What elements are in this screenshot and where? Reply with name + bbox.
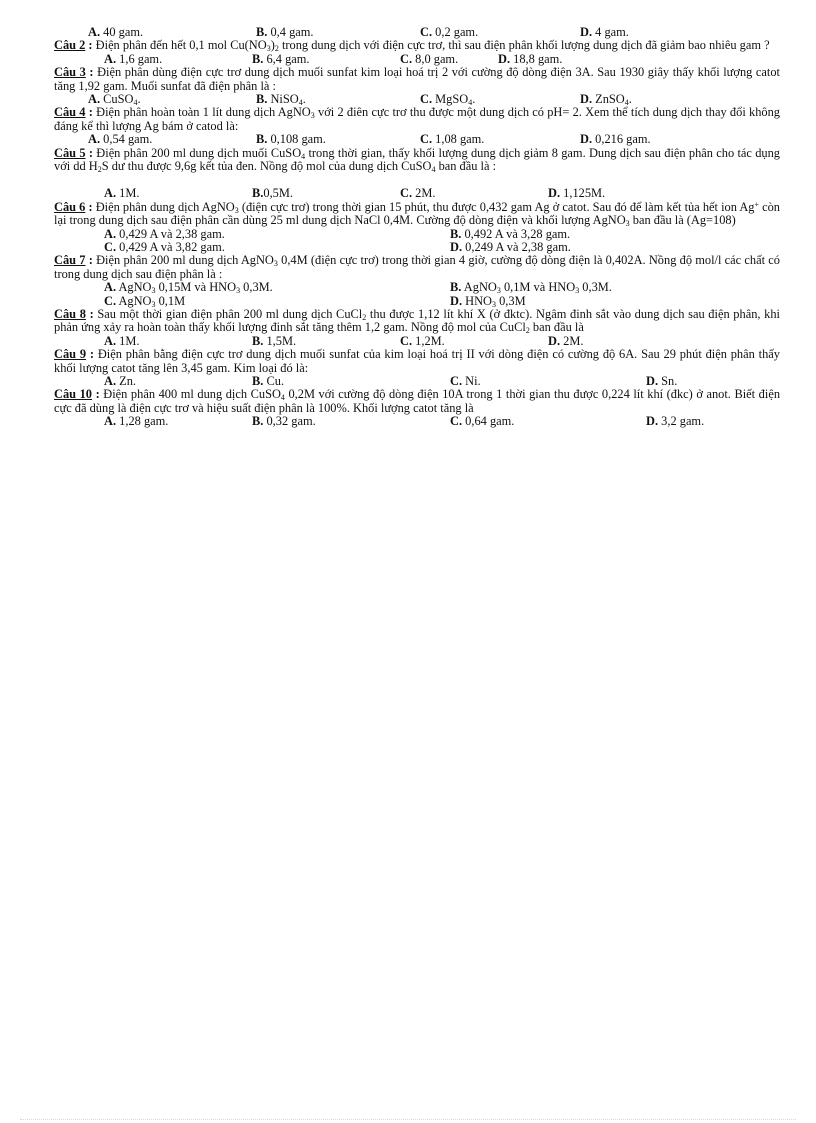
question-6-options-cd — [54, 241, 780, 254]
question-3-stem: Câu 3 : Điện phân dùng điện cực trơ dung dịch muối sunfat kim loại hoá trị 2 với cường độ dòng điện 3A. Sau 1930 giây thấy khối lượng catot tăng 1,92 gam. Muối sunfat đã điện phân là : — [54, 65, 780, 93]
question-2 — [54, 39, 780, 66]
option-b: B. Cu. — [252, 374, 285, 388]
question-6-options-ab — [54, 228, 780, 241]
option-b: B. 0,32 gam. — [252, 414, 316, 429]
question-9 — [54, 348, 780, 388]
question-4-stem: Câu 4 : Điện phân hoàn toàn 1 lít dung dịch AgNO$_3$ với 2 điên cực trơ thu được một dung dịch có pH= 2. Xem thể tích dung dịch thay đổi không đáng kể thì lượng Ag bám ở catod là: — [54, 105, 780, 133]
option-a: A. 1,28 gam. — [104, 414, 169, 429]
question-4-options — [54, 133, 780, 146]
option-d: D. 4 gam. — [580, 25, 629, 39]
option-c: C. 0,429 A và 3,82 gam. — [104, 240, 225, 254]
question-5 — [54, 147, 780, 201]
option-d: D. Sn. — [646, 374, 678, 388]
option-d: D. 3,2 gam. — [646, 414, 705, 429]
option-c: C. 0,64 gam. — [450, 414, 515, 429]
question-2-options — [54, 53, 780, 66]
option-c: C. AgNO$_3$ 0,1M — [104, 293, 186, 309]
question-9-stem: Câu 9 : Điện phân bằng điện cực trơ dung dịch muối sunfat của kim loại hoá trị II với dòng điện có cường độ 6A. Sau 29 phút điện phân thấy khối lượng catot tăng lên 3,45 gam. Kim loại đó là: — [54, 347, 780, 375]
question-9-options — [54, 375, 780, 388]
option-b: B. 6,4 gam. — [252, 51, 310, 66]
option-b: B. AgNO$_3$ 0,1M và $HNO_3$ 0,3M. — [450, 280, 612, 296]
option-b: B. 1,5M. — [252, 333, 297, 348]
question-10-options — [54, 415, 780, 428]
option-c: C. MgSO$_4$. — [420, 92, 476, 107]
question-3-options — [54, 93, 780, 106]
option-d: D. 1,125M. — [548, 186, 606, 201]
option-b: B. NiSO$_4$. — [256, 92, 306, 107]
option-b: B. 0,108 gam. — [256, 132, 326, 147]
option-a: A. 1,6 gam. — [104, 51, 163, 66]
worksheet — [54, 26, 780, 429]
option-d: D. ZnSO$_4$. — [580, 92, 632, 107]
question-10-stem: Câu 10 : Điện phân 400 ml dung dịch CuSO$_4$ 0,2M với cường độ dòng điện 10A trong 1 thời gian thu được 0,224 lít khí (đkc) ở anot. Biết điện cực đã dùng là điện cực trơ và hiệu suất điện phân là 100%. Khối lượng catot tăng là — [54, 387, 781, 415]
option-d: D. 18,8 gam. — [498, 51, 563, 66]
q0-options — [54, 26, 780, 39]
question-6-stem: Câu 6 : Điện phân dung dịch AgNO$_3$ (điện cực trơ) trong thời gian 15 phút, thu được 0,432 gam Ag ở catot. Sau đó để làm kết tủa hết ion Ag+ còn lại trong dung dịch sau điện phân cần dùng 25 ml dung dịch NaCl 0,4M. Cường độ dòng điện và khối lượng AgNO$_3$ ban đầu là (Ag=108) — [54, 199, 780, 229]
question-10 — [54, 388, 780, 428]
question-3 — [54, 66, 780, 106]
option-d: D. 2M. — [548, 333, 584, 348]
option-d: D. 0,249 A và 2,38 gam. — [450, 240, 571, 254]
question-4 — [54, 106, 780, 146]
option-a: A. 0,429 A và 2,38 gam. — [104, 226, 225, 241]
option-a: A. 1M. — [104, 186, 140, 201]
option-a: A. AgNO$_3$ 0,15M và $HNO_3$ 0,3M. — [104, 280, 273, 296]
option-a: A. Zn. — [104, 374, 137, 388]
question-8 — [54, 308, 780, 348]
question-5-stem: Câu 5 : Điện phân 200 ml dung dịch muối CuSO$_4$ trong thời gian, thấy khối lượng dung dịch giảm 8 gam. Dung dịch sau điện phân cho tác dụng với dd $H_2S$ dư thu được 9,6g kết tủa đen. Nồng độ mol của dung dịch CuSO$_4$ ban đầu là : — [54, 145, 781, 174]
option-c: C. 1,2M. — [400, 333, 445, 348]
option-d: D. $HNO_3$ 0,3M — [450, 293, 526, 309]
option-a: A. 0,54 gam. — [88, 132, 153, 147]
question-5-options — [54, 187, 780, 200]
option-a: A. 40 gam. — [88, 25, 144, 39]
option-a: A. 1M. — [104, 333, 140, 348]
option-b: B. 0,4 gam. — [256, 25, 314, 39]
option-b: B.0,5M. — [252, 186, 293, 201]
option-c: C. 0,2 gam. — [420, 25, 479, 39]
option-c: C. 1,08 gam. — [420, 132, 485, 147]
option-c: C. Ni. — [450, 374, 481, 388]
question-7 — [54, 254, 780, 308]
question-7-options-ab — [54, 281, 780, 294]
option-d: D. 0,216 gam. — [580, 132, 651, 147]
option-b: B. 0,492 A và 3,28 gam. — [450, 226, 571, 241]
option-c: C. 2M. — [400, 186, 436, 201]
option-c: C. 8,0 gam. — [400, 51, 459, 66]
question-2-stem: Câu 2 : Điện phân đến hết 0,1 mol $Cu(NO_3)_2$ trong dung dịch với điện cực trơ, thì sau điện phân khối lượng dung dịch đã giảm bao nhiêu gam ? — [54, 38, 770, 54]
option-a: A. CuSO$_4$. — [88, 92, 141, 107]
question-7-stem: Câu 7 : Điện phân 200 ml dung dịch AgNO$_3$ 0,4M (điện cực trơ) trong thời gian 4 giờ, cường độ dòng điện là 0,402A. Nồng độ mol/l các chất có trong dung dịch sau điện phân là : — [54, 253, 780, 281]
page-bottom-divider — [20, 1119, 796, 1120]
question-7-options-cd — [54, 295, 780, 308]
question-6 — [54, 201, 780, 255]
question-8-stem: Câu 8 : Sau một thời gian điện phân 200 ml dung dịch CuCl$_2$ thu được 1,12 lít khí X (ở đktc). Ngâm đinh sắt vào dung dịch sau điện phân, khi phản ứng xảy ra hoàn toàn thấy khối lượng đinh sắt tăng thêm 1,2 gam. Nồng độ mol của CuCl$_2$ ban đầu là — [54, 306, 780, 336]
question-8-options — [54, 335, 780, 348]
